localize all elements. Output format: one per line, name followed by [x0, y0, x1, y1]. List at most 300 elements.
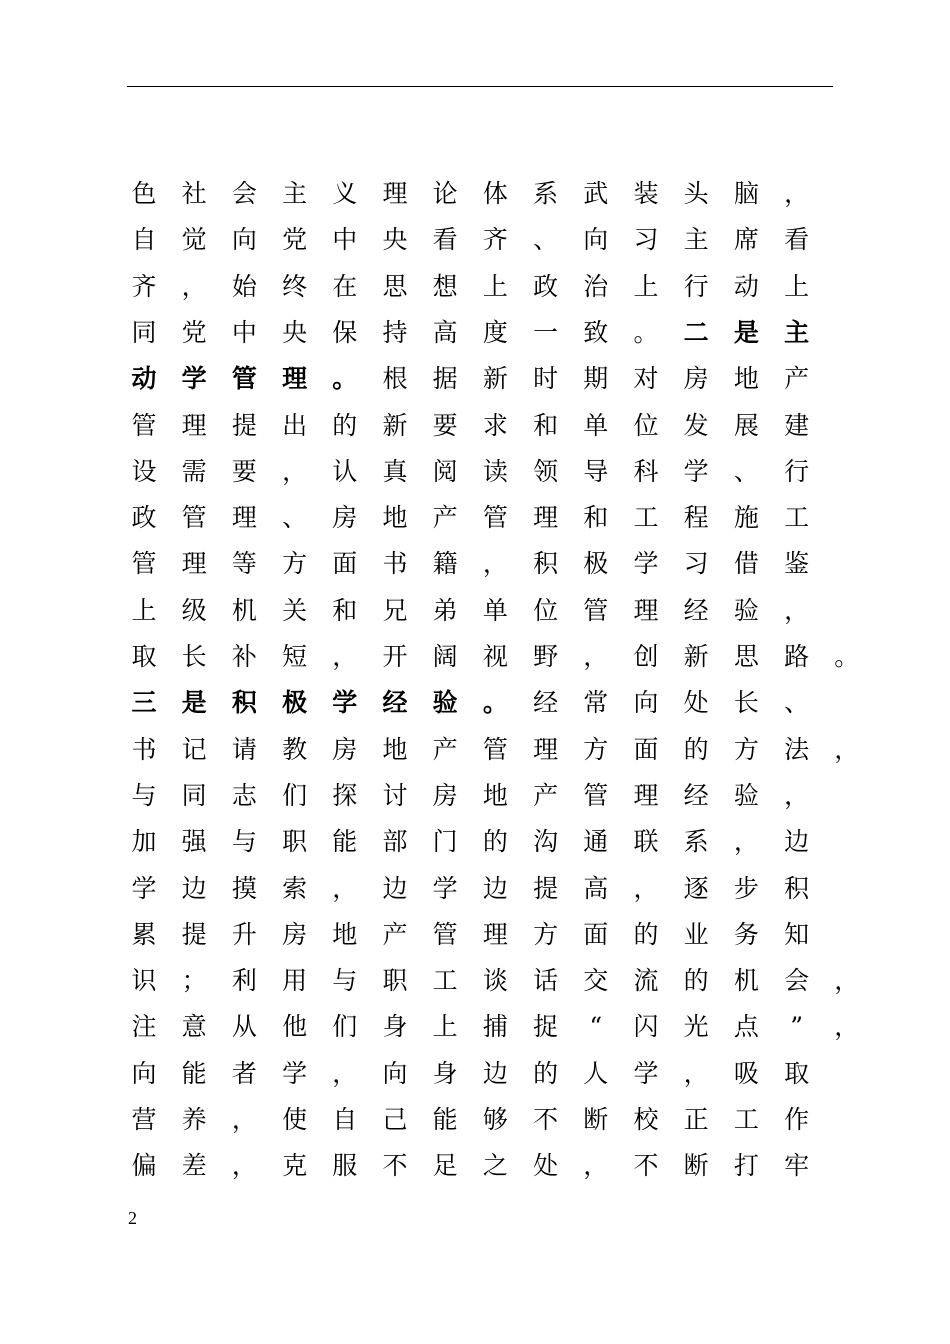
glyph: 他	[282, 1012, 308, 1042]
glyph: 处	[683, 688, 709, 718]
glyph: 一	[533, 317, 559, 347]
glyph: 向	[382, 1058, 408, 1088]
glyph: 系	[683, 827, 709, 857]
glyph: 管	[583, 780, 609, 810]
glyph: 职	[282, 827, 308, 857]
glyph: 产	[432, 734, 458, 764]
glyph: 装	[633, 179, 659, 208]
glyph: 社	[181, 179, 207, 208]
glyph: 偏	[131, 1151, 157, 1181]
glyph: 面	[583, 919, 609, 949]
glyph: 门	[432, 827, 458, 857]
glyph: 提	[231, 410, 257, 440]
glyph: 之	[482, 1151, 508, 1181]
glyph: 作	[784, 1105, 810, 1134]
glyph: ，	[231, 1105, 257, 1134]
glyph: 治	[583, 271, 609, 301]
glyph: 探	[332, 780, 358, 810]
glyph: 房	[683, 364, 709, 394]
glyph: 等	[231, 549, 257, 579]
glyph: 点	[733, 1012, 759, 1042]
glyph: 理	[533, 734, 559, 764]
glyph: 教	[282, 734, 308, 764]
glyph: 行	[784, 456, 810, 486]
glyph: 从	[231, 1012, 257, 1042]
header-rule	[127, 86, 833, 87]
glyph: 理	[633, 595, 659, 625]
glyph: 与	[131, 780, 157, 810]
glyph: 学	[131, 873, 157, 903]
glyph: 工	[784, 503, 810, 533]
glyph: 野	[533, 642, 559, 671]
glyph: 动	[131, 364, 157, 394]
glyph: 能	[181, 1058, 207, 1088]
glyph: 学	[282, 1058, 308, 1088]
glyph: 不	[633, 1151, 659, 1181]
glyph: 中	[231, 317, 257, 347]
glyph: 务	[733, 919, 759, 949]
glyph: 和	[332, 595, 358, 625]
glyph: 阅	[432, 456, 458, 486]
glyph: 新	[683, 642, 709, 671]
glyph: 己	[382, 1105, 408, 1134]
glyph: 提	[533, 873, 559, 903]
glyph: 机	[231, 595, 257, 625]
glyph: 验	[733, 595, 759, 625]
glyph: 和	[533, 410, 559, 440]
glyph: 和	[583, 503, 609, 533]
glyph: 习	[683, 549, 709, 579]
glyph: 工	[432, 966, 458, 996]
glyph: 的	[633, 919, 659, 949]
glyph: 管	[583, 595, 609, 625]
glyph: 打	[733, 1151, 759, 1181]
glyph: 程	[683, 503, 709, 533]
glyph: 们	[332, 1012, 358, 1042]
glyph: 产	[533, 780, 559, 810]
glyph: 向	[633, 688, 659, 718]
glyph: 高	[432, 317, 458, 347]
glyph: 在	[332, 271, 358, 301]
glyph: 关	[282, 595, 308, 625]
glyph: 人	[583, 1058, 609, 1088]
glyph: 验	[733, 780, 759, 810]
glyph: 服	[332, 1151, 358, 1181]
glyph: 边	[482, 1058, 508, 1088]
glyph: 的	[533, 1058, 559, 1088]
glyph: 话	[533, 966, 559, 996]
glyph: 捕	[482, 1012, 508, 1042]
glyph: 兄	[382, 595, 408, 625]
glyph: 摸	[231, 873, 257, 903]
glyph: 想	[432, 271, 458, 301]
glyph: 真	[382, 456, 408, 486]
glyph: 记	[181, 734, 207, 764]
glyph: ；	[181, 966, 207, 996]
glyph: 职	[382, 966, 408, 996]
glyph: 致	[583, 317, 609, 347]
glyph: 升	[231, 919, 257, 949]
glyph: 、	[733, 456, 759, 486]
glyph: 始	[231, 271, 257, 301]
glyph: ，	[633, 873, 659, 903]
glyph: 政	[533, 271, 559, 301]
glyph: 方	[733, 734, 759, 764]
glyph: 学	[181, 364, 207, 394]
glyph: 吸	[733, 1058, 759, 1088]
glyph: 断	[583, 1105, 609, 1134]
glyph: 行	[683, 271, 709, 301]
glyph: 。	[332, 364, 358, 394]
glyph: 政	[131, 503, 157, 533]
glyph: 借	[733, 549, 759, 579]
glyph: 求	[482, 410, 508, 440]
glyph: 、	[533, 225, 559, 255]
glyph: 们	[282, 780, 308, 810]
glyph: 设	[131, 456, 157, 486]
glyph: 央	[382, 225, 408, 255]
glyph: 步	[733, 873, 759, 903]
glyph: ，	[332, 642, 358, 671]
glyph: 思	[382, 271, 408, 301]
glyph: 索	[282, 873, 308, 903]
glyph: 视	[482, 642, 508, 671]
glyph: 地	[382, 734, 408, 764]
glyph: 管	[131, 410, 157, 440]
glyph: 度	[482, 317, 508, 347]
glyph: 领	[533, 456, 559, 486]
glyph: ，	[834, 1012, 860, 1042]
glyph: 产	[382, 919, 408, 949]
glyph: 科	[633, 456, 659, 486]
glyph: ”	[790, 1012, 803, 1042]
glyph: 路	[784, 642, 810, 671]
glyph: 席	[733, 225, 759, 255]
glyph: 学	[332, 688, 358, 718]
glyph: 学	[683, 456, 709, 486]
glyph: 边	[784, 827, 810, 857]
glyph: 正	[683, 1105, 709, 1134]
glyph: 够	[482, 1105, 508, 1134]
glyph: 级	[181, 595, 207, 625]
glyph: 讨	[382, 780, 408, 810]
glyph: 上	[482, 271, 508, 301]
glyph: 据	[432, 364, 458, 394]
glyph: 齐	[131, 271, 157, 301]
glyph: 管	[181, 503, 207, 533]
glyph: 自	[131, 225, 157, 255]
glyph: 认	[332, 456, 358, 486]
glyph: 对	[633, 364, 659, 394]
glyph: 取	[784, 1058, 810, 1088]
glyph: 知	[784, 919, 810, 949]
glyph: 业	[683, 919, 709, 949]
glyph: 提	[181, 919, 207, 949]
glyph: 积	[784, 873, 810, 903]
glyph: 需	[181, 456, 207, 486]
glyph: 不	[533, 1105, 559, 1134]
glyph: 机	[733, 966, 759, 996]
glyph: 上	[784, 271, 810, 301]
glyph: 极	[282, 688, 308, 718]
glyph: ，	[482, 549, 508, 579]
glyph: ，	[583, 1151, 609, 1181]
glyph: 边	[181, 873, 207, 903]
glyph: 方	[282, 549, 308, 579]
glyph: 工	[733, 1105, 759, 1134]
glyph: 出	[282, 410, 308, 440]
glyph: 弟	[432, 595, 458, 625]
glyph: 党	[181, 317, 207, 347]
glyph: 理	[633, 780, 659, 810]
glyph: 管	[231, 364, 257, 394]
glyph: 房	[432, 780, 458, 810]
glyph: 动	[733, 271, 759, 301]
glyph: 工	[633, 503, 659, 533]
glyph: 房	[282, 919, 308, 949]
glyph: 论	[432, 179, 458, 208]
glyph: 。	[482, 688, 508, 718]
glyph: ，	[784, 780, 810, 810]
glyph: 能	[432, 1105, 458, 1134]
glyph: 交	[583, 966, 609, 996]
glyph: 部	[382, 827, 408, 857]
glyph: 持	[382, 317, 408, 347]
glyph: 识	[131, 966, 157, 996]
glyph: ，	[282, 456, 308, 486]
glyph: 向	[583, 225, 609, 255]
glyph: 补	[231, 642, 257, 671]
glyph: 武	[583, 179, 609, 208]
glyph: 上	[633, 271, 659, 301]
glyph: 体	[482, 179, 508, 208]
glyph: 短	[282, 642, 308, 671]
glyph: 面	[633, 734, 659, 764]
glyph: 经	[683, 780, 709, 810]
glyph: 极	[583, 549, 609, 579]
glyph: 的	[482, 827, 508, 857]
glyph: 是	[733, 317, 759, 347]
glyph: “	[589, 1012, 603, 1042]
glyph: 处	[533, 1151, 559, 1181]
glyph: 理	[181, 549, 207, 579]
glyph: 学	[432, 873, 458, 903]
glyph: 向	[131, 1058, 157, 1088]
glyph: 房	[332, 503, 358, 533]
glyph: 身	[382, 1012, 408, 1042]
glyph: 展	[733, 410, 759, 440]
glyph: 保	[332, 317, 358, 347]
glyph: 校	[633, 1105, 659, 1134]
glyph: 鉴	[784, 549, 810, 579]
glyph: 方	[583, 734, 609, 764]
glyph: 地	[482, 780, 508, 810]
glyph: 注	[131, 1012, 157, 1042]
glyph: 不	[382, 1151, 408, 1181]
glyph: 常	[583, 688, 609, 718]
glyph: 志	[231, 780, 257, 810]
glyph: 身	[432, 1058, 458, 1088]
glyph: 养	[181, 1105, 207, 1134]
glyph: 、	[282, 503, 308, 533]
glyph: 长	[181, 642, 207, 671]
glyph: 看	[784, 225, 810, 255]
glyph: 学	[633, 1058, 659, 1088]
glyph: 时	[533, 364, 559, 394]
glyph: 、	[784, 688, 810, 718]
glyph: 边	[382, 873, 408, 903]
glyph: 捉	[533, 1012, 559, 1042]
page-number: 2	[128, 1208, 137, 1228]
glyph: 书	[131, 734, 157, 764]
glyph: 与	[231, 827, 257, 857]
glyph: 使	[282, 1105, 308, 1134]
glyph: 者	[231, 1058, 257, 1088]
glyph: 经	[382, 688, 408, 718]
glyph: 理	[181, 410, 207, 440]
glyph: 理	[231, 503, 257, 533]
glyph: ，	[181, 271, 207, 301]
glyph: 是	[181, 688, 207, 718]
glyph: 营	[131, 1105, 157, 1134]
glyph: 能	[332, 827, 358, 857]
glyph: 法	[784, 734, 810, 764]
glyph: 新	[482, 364, 508, 394]
glyph: ，	[332, 873, 358, 903]
glyph: 单	[583, 410, 609, 440]
glyph: 主	[784, 317, 810, 347]
glyph: 会	[784, 966, 810, 996]
glyph: 上	[131, 595, 157, 625]
glyph: 管	[482, 734, 508, 764]
glyph: 央	[282, 317, 308, 347]
glyph: ，	[733, 827, 759, 857]
glyph: 验	[432, 688, 458, 718]
glyph: 看	[432, 225, 458, 255]
glyph: 读	[482, 456, 508, 486]
glyph: 建	[784, 410, 810, 440]
glyph: 强	[181, 827, 207, 857]
glyph: 管	[131, 549, 157, 579]
glyph: 利	[231, 966, 257, 996]
glyph: 脑	[733, 179, 759, 208]
glyph: 积	[533, 549, 559, 579]
glyph: 地	[382, 503, 408, 533]
glyph: 主	[282, 179, 308, 208]
glyph: 位	[533, 595, 559, 625]
glyph: 思	[733, 642, 759, 671]
glyph: 理	[382, 179, 408, 208]
glyph: 取	[131, 642, 157, 671]
glyph: 位	[633, 410, 659, 440]
glyph: 加	[131, 827, 157, 857]
glyph: 的	[683, 966, 709, 996]
glyph: 同	[181, 780, 207, 810]
glyph: 。	[633, 317, 659, 347]
glyph: 管	[432, 919, 458, 949]
glyph: 逐	[683, 873, 709, 903]
glyph: 新	[382, 410, 408, 440]
glyph: 沟	[533, 827, 559, 857]
glyph: 产	[432, 503, 458, 533]
glyph: 理	[533, 503, 559, 533]
glyph: 地	[332, 919, 358, 949]
glyph: 光	[683, 1012, 709, 1042]
glyph: 会	[231, 179, 257, 208]
glyph: ，	[834, 734, 860, 764]
glyph: 觉	[181, 225, 207, 255]
glyph: ，	[332, 1058, 358, 1088]
glyph: 党	[282, 225, 308, 255]
glyph: 书	[382, 549, 408, 579]
glyph: 色	[131, 179, 157, 208]
glyph: ，	[784, 179, 810, 208]
glyph: 籍	[432, 549, 458, 579]
glyph: 差	[181, 1151, 207, 1181]
glyph: 牢	[784, 1151, 810, 1181]
glyph: ，	[683, 1058, 709, 1088]
glyph: 发	[683, 410, 709, 440]
glyph: 施	[733, 503, 759, 533]
glyph: 同	[131, 317, 157, 347]
glyph: 长	[733, 688, 759, 718]
glyph: 要	[432, 410, 458, 440]
glyph: 单	[482, 595, 508, 625]
glyph: 齐	[482, 225, 508, 255]
glyph: 中	[332, 225, 358, 255]
glyph: 克	[282, 1151, 308, 1181]
glyph: 闪	[633, 1012, 659, 1042]
glyph: 的	[332, 410, 358, 440]
glyph: 流	[633, 966, 659, 996]
glyph: 自	[332, 1105, 358, 1134]
glyph: 累	[131, 919, 157, 949]
glyph: 期	[583, 364, 609, 394]
glyph: 创	[633, 642, 659, 671]
glyph: 阔	[432, 642, 458, 671]
glyph: 高	[583, 873, 609, 903]
glyph: 。	[834, 642, 860, 671]
glyph: 与	[332, 966, 358, 996]
glyph: ，	[834, 966, 860, 996]
glyph: 经	[533, 688, 559, 718]
glyph: 终	[282, 271, 308, 301]
glyph: 管	[482, 503, 508, 533]
glyph: 谈	[482, 966, 508, 996]
glyph: 房	[332, 734, 358, 764]
glyph: 面	[332, 549, 358, 579]
glyph: 开	[382, 642, 408, 671]
glyph: 上	[432, 1012, 458, 1042]
glyph: 理	[482, 919, 508, 949]
glyph: 学	[633, 549, 659, 579]
glyph: 意	[181, 1012, 207, 1042]
glyph: 的	[683, 734, 709, 764]
glyph: 习	[633, 225, 659, 255]
glyph: 主	[683, 225, 709, 255]
glyph: 请	[231, 734, 257, 764]
glyph: 足	[432, 1151, 458, 1181]
glyph: ，	[583, 642, 609, 671]
glyph: 义	[332, 179, 358, 208]
glyph: 边	[482, 873, 508, 903]
glyph: 断	[683, 1151, 709, 1181]
glyph: 积	[231, 688, 257, 718]
glyph: 产	[784, 364, 810, 394]
glyph: 地	[733, 364, 759, 394]
glyph: 用	[282, 966, 308, 996]
glyph: 联	[633, 827, 659, 857]
